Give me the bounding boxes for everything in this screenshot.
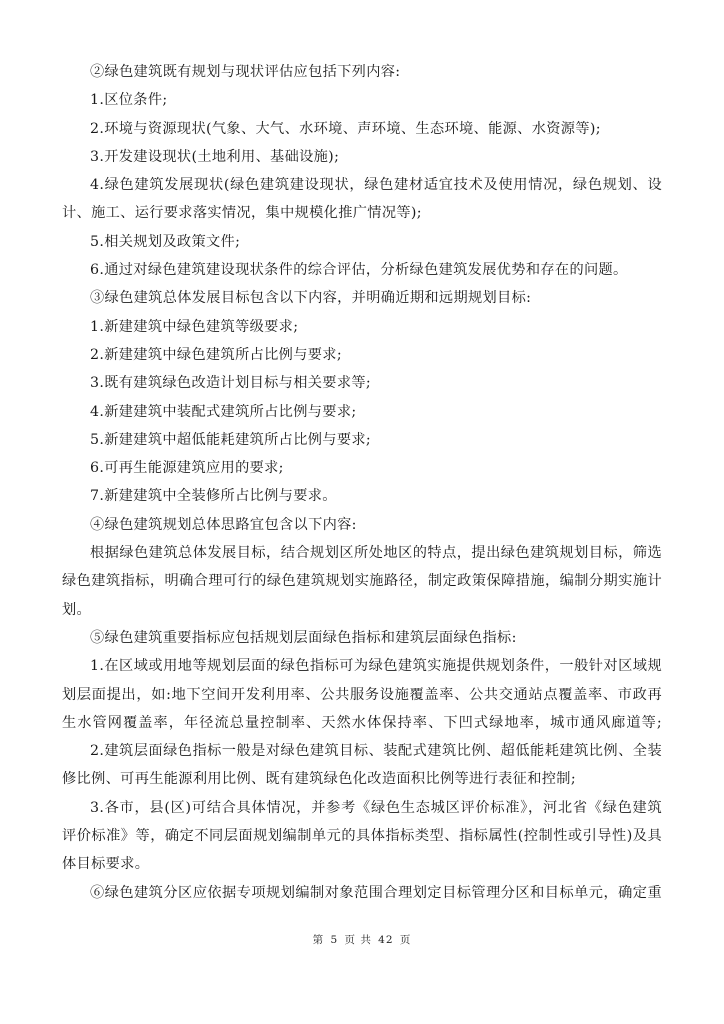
text-line: 1.新建建筑中绿色建筑等级要求;: [90, 318, 299, 335]
text-line: ④绿色建筑规划总体思路宜包含以下内容:: [90, 516, 357, 533]
text-line: 5.相关规划及政策文件;: [90, 233, 241, 250]
total-pages: 42: [378, 934, 394, 946]
document-body: [62, 58, 662, 907]
text-line: ③绿色建筑总体发展目标包含以下内容，并明确近期和远期规划目标:: [90, 290, 532, 307]
text-line: ②绿色建筑既有规划与现状评估应包括下列内容:: [90, 64, 401, 80]
text-line: 5.新建建筑中超低能耗建筑所占比例与要求;: [90, 431, 372, 448]
text-line: 划层面提出，如:地下空间开发利用率、公共服务设施覆盖率、公共交通站点覆盖率、市政再: [62, 686, 662, 703]
text-line: 2.环境与资源现状(气象、大气、水环境、声环境、生态环境、能源、水资源等);: [90, 120, 601, 137]
page-footer: [0, 932, 724, 947]
text-line: 4.新建建筑中装配式建筑所占比例与要求;: [90, 403, 357, 420]
text-line: 绿色建筑指标，明确合理可行的绿色建筑规划实施路径，制定政策保障措施，编制分期实施计: [62, 573, 662, 590]
text-line: 3.开发建设现状(土地利用、基础设施);: [90, 148, 340, 165]
text-line: 6.通过对绿色建筑建设现状条件的综合评估，分析绿色建筑发展优势和存在的问题。: [90, 262, 628, 279]
text-line: 2.建筑层面绿色指标一般是对绿色建筑目标、装配式建筑比例、超低能耗建筑比例、全装: [90, 743, 662, 760]
text-line: 评价标准》等，确定不同层面规划编制单元的具体指标类型、指标属性(控制性或引导性)及具: [62, 828, 662, 845]
text-line: 6.可再生能源建筑应用的要求;: [90, 460, 284, 477]
text-line: 2.新建建筑中绿色建筑所占比例与要求;: [90, 346, 342, 363]
text-line: 3.各市，县(区)可结合具体情况，并参考《绿色生态城区评价标准》，河北省《绿色建筑: [90, 799, 662, 816]
text-line: 1.区位条件;: [90, 92, 168, 109]
text-line: 划。: [62, 601, 92, 618]
text-line: 体目标要求。: [62, 856, 150, 873]
text-line: 生水管网覆盖率，年径流总量控制率、天然水体保持率、下凹式绿地率，城市通风廊道等;: [62, 714, 662, 731]
footer-prefix: 第: [312, 934, 325, 946]
text-line: 根据绿色建筑总体发展目标，结合规划区所处地区的特点，提出绿色建筑规划目标，筛选: [90, 545, 662, 562]
current-page-number: 5: [330, 934, 339, 946]
footer-suffix: 页: [399, 934, 412, 946]
footer-middle: 页 共: [344, 934, 372, 946]
text-line: 4.绿色建筑发展现状(绿色建筑建设现状，绿色建材适宜技术及使用情况，绿色规划、设: [90, 177, 662, 194]
text-line: 3.既有建筑绿色改造计划目标与相关要求等;: [90, 375, 372, 392]
text-line: 7.新建建筑中全装修所占比例与要求。: [90, 488, 337, 505]
text-line: 修比例、可再生能源利用比例、既有建筑绿色化改造面积比例等进行表征和控制;: [62, 771, 576, 788]
text-line: ⑤绿色建筑重要指标应包括规划层面绿色指标和建筑层面绿色指标:: [90, 629, 517, 646]
text-line: 1.在区域或用地等规划层面的绿色指标可为绿色建筑实施提供规划条件，一般针对区域规: [90, 658, 662, 675]
text-line: 计、施工、运行要求落实情况，集中规模化推广情况等);: [62, 205, 422, 222]
text-line: ⑥绿色建筑分区应依据专项规划编制对象范围合理划定目标管理分区和目标单元，确定重: [90, 884, 662, 901]
